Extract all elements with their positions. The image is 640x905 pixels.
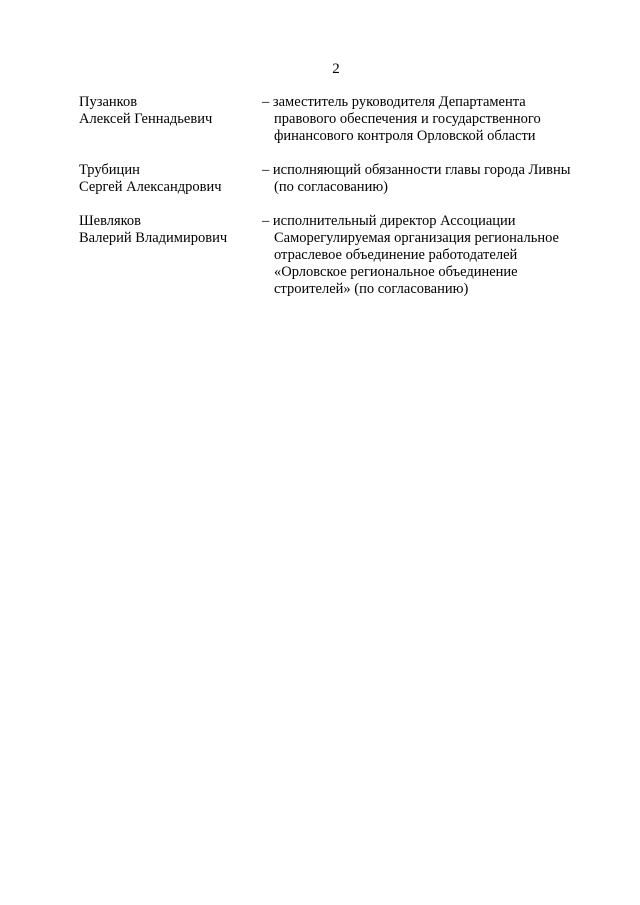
member-surname: Трубицин bbox=[79, 162, 140, 178]
member-entry bbox=[79, 213, 599, 298]
member-given-names: Алексей Геннадьевич bbox=[79, 111, 213, 127]
member-entry bbox=[79, 162, 599, 196]
member-name bbox=[79, 162, 262, 196]
position-line: – исполняющий обязанности главы города Ливны bbox=[262, 162, 571, 178]
member-name bbox=[79, 213, 262, 298]
member-entry bbox=[79, 94, 599, 145]
page-number: 2 bbox=[332, 61, 340, 77]
position-line: – заместитель руководителя Департамента bbox=[262, 94, 526, 110]
member-given-names: Валерий Владимирович bbox=[79, 230, 228, 246]
position-line: «Орловское региональное объединение bbox=[274, 264, 518, 280]
position-line: строителей» (по согласованию) bbox=[274, 281, 469, 297]
member-position bbox=[262, 94, 599, 145]
position-line: правового обеспечения и государственного bbox=[274, 111, 541, 127]
position-line: (по согласованию) bbox=[274, 179, 388, 195]
member-position bbox=[262, 162, 599, 196]
position-line: отраслевое объединение работодателей bbox=[274, 247, 518, 263]
member-name bbox=[79, 94, 262, 145]
member-surname: Пузанков bbox=[79, 94, 138, 110]
position-line: Саморегулируемая организация региональное bbox=[274, 230, 559, 246]
member-given-names: Сергей Александрович bbox=[79, 179, 222, 195]
member-position bbox=[262, 213, 599, 298]
position-line: финансового контроля Орловской области bbox=[274, 128, 536, 144]
member-surname: Шевляков bbox=[79, 213, 142, 229]
position-line: – исполнительный директор Ассоциации bbox=[262, 213, 516, 229]
member-list bbox=[79, 94, 599, 315]
